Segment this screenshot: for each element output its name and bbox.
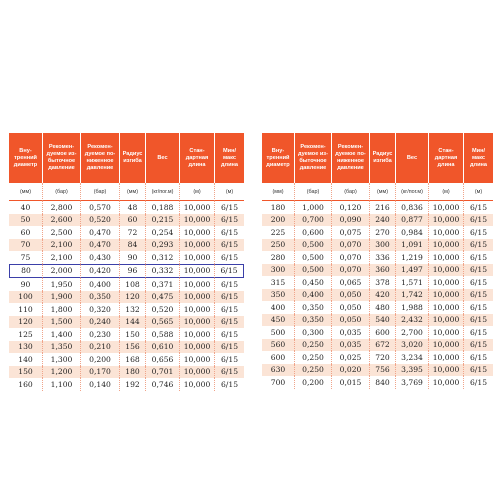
table-cell: 0,050 xyxy=(332,301,370,314)
table-cell: 0,140 xyxy=(81,378,120,391)
table-cell: 10,000 xyxy=(429,376,464,389)
table-cell: 0,400 xyxy=(295,289,332,302)
unit-cell: (бар) xyxy=(81,183,120,201)
header-row xyxy=(262,133,493,183)
table-cell: 6/15 xyxy=(215,214,244,227)
table-cell: 350 xyxy=(262,289,295,302)
table-cell: 0,250 xyxy=(295,351,332,364)
table-cell: 6/15 xyxy=(464,364,493,377)
header-underpressure: Рекомен- дуемое по- ниженное давление xyxy=(81,133,120,183)
table-cell: 672 xyxy=(370,339,396,352)
unit-cell: (бар) xyxy=(332,183,370,201)
unit-cell: (кг/пог.м) xyxy=(146,183,180,201)
table-cell: 0,520 xyxy=(146,303,180,316)
unit-cell: (мм) xyxy=(370,183,396,201)
table-cell: 40 xyxy=(9,201,43,214)
table-cell: 0,120 xyxy=(332,201,370,214)
table-cell: 6/15 xyxy=(464,251,493,264)
table-cell: 0,070 xyxy=(332,239,370,252)
table-cell: 756 xyxy=(370,364,396,377)
table-cell: 10,000 xyxy=(180,328,215,341)
table-cell: 240 xyxy=(370,214,396,227)
table-cell: 1,219 xyxy=(396,251,429,264)
table-cell: 0,250 xyxy=(295,364,332,377)
table-cell: 0,188 xyxy=(146,201,180,214)
table-cell: 10,000 xyxy=(180,214,215,227)
table-cell: 72 xyxy=(120,226,146,239)
table-cell: 10,000 xyxy=(429,326,464,339)
units-row xyxy=(9,183,244,201)
table-cell: 180 xyxy=(262,201,295,214)
table-cell: 10,000 xyxy=(429,264,464,277)
unit-cell: (м) xyxy=(464,183,493,201)
table-cell: 0,170 xyxy=(81,366,120,379)
table-row[interactable] xyxy=(9,278,244,291)
header-min-max-length: Мин/ макс длина xyxy=(215,133,244,183)
table-row[interactable] xyxy=(262,201,493,214)
table-cell: 6/15 xyxy=(215,378,244,391)
table-cell: 192 xyxy=(120,378,146,391)
table-cell: 60 xyxy=(120,214,146,227)
table-cell: 1,800 xyxy=(43,303,81,316)
table-cell: 200 xyxy=(262,214,295,227)
table-cell: 10,000 xyxy=(180,251,215,264)
table-cell: 10,000 xyxy=(429,289,464,302)
table-cell: 280 xyxy=(262,251,295,264)
table-cell: 0,075 xyxy=(332,226,370,239)
table-cell: 400 xyxy=(262,301,295,314)
table-cell: 0,070 xyxy=(332,264,370,277)
table-cell: 0,300 xyxy=(295,326,332,339)
table-cell: 10,000 xyxy=(180,353,215,366)
units-row xyxy=(262,183,493,201)
table-cell: 300 xyxy=(370,239,396,252)
table-cell: 0,400 xyxy=(81,278,120,291)
table-cell: 10,000 xyxy=(429,339,464,352)
table-cell: 6/15 xyxy=(215,341,244,354)
table-row[interactable] xyxy=(9,239,244,252)
table-cell: 315 xyxy=(262,276,295,289)
table-cell: 1,091 xyxy=(396,239,429,252)
table-cell: 130 xyxy=(9,341,43,354)
table-cell: 0,470 xyxy=(81,239,120,252)
table-cell: 6/15 xyxy=(215,316,244,329)
table-cell: 10,000 xyxy=(429,364,464,377)
table-cell: 84 xyxy=(120,239,146,252)
table-row[interactable] xyxy=(262,351,493,364)
table-cell: 420 xyxy=(370,289,396,302)
table-cell: 10,000 xyxy=(180,201,215,214)
table-cell: 560 xyxy=(262,339,295,352)
right-spec-table xyxy=(262,133,493,389)
table-cell: 80 xyxy=(9,264,43,279)
table-cell: 0,470 xyxy=(81,226,120,239)
table-cell: 0,746 xyxy=(146,378,180,391)
table-cell: 6/15 xyxy=(215,278,244,291)
header-min-max-length: Мин/ макс длина xyxy=(464,133,493,183)
unit-cell: (мм) xyxy=(120,183,146,201)
table-row[interactable] xyxy=(9,214,244,227)
table-cell: 6/15 xyxy=(215,201,244,214)
header-overpressure: Рекомен- дуемое из- быточное давление xyxy=(295,133,332,183)
table-cell: 1,900 xyxy=(43,291,81,304)
header-inner-diameter: Вну- тренний диаметр xyxy=(9,133,43,183)
table-cell: 0,070 xyxy=(332,251,370,264)
table-cell: 10,000 xyxy=(180,291,215,304)
unit-cell: (кг/пог.м) xyxy=(396,183,429,201)
table-cell: 10,000 xyxy=(429,214,464,227)
table-cell: 6/15 xyxy=(464,214,493,227)
table-cell: 1,400 xyxy=(43,328,81,341)
table-cell: 0,050 xyxy=(332,289,370,302)
table-cell: 500 xyxy=(262,326,295,339)
table-cell: 1,497 xyxy=(396,264,429,277)
table-cell: 90 xyxy=(9,278,43,291)
table-cell: 168 xyxy=(120,353,146,366)
table-cell: 10,000 xyxy=(429,351,464,364)
table-row[interactable] xyxy=(9,328,244,341)
table-cell: 120 xyxy=(9,316,43,329)
table-cell: 3,395 xyxy=(396,364,429,377)
table-cell: 10,000 xyxy=(180,226,215,239)
table-cell: 10,000 xyxy=(429,201,464,214)
table-cell: 10,000 xyxy=(429,314,464,327)
table-cell: 2,800 xyxy=(43,201,81,214)
left-spec-table xyxy=(9,133,244,391)
table-cell: 6/15 xyxy=(464,239,493,252)
table-cell: 0,500 xyxy=(295,239,332,252)
unit-cell: (бар) xyxy=(43,183,81,201)
table-cell: 10,000 xyxy=(429,226,464,239)
table-cell: 0,565 xyxy=(146,316,180,329)
unit-cell: (м) xyxy=(429,183,464,201)
table-cell: 10,000 xyxy=(180,341,215,354)
table-cell: 10,000 xyxy=(180,303,215,316)
table-cell: 110 xyxy=(9,303,43,316)
table-cell: 132 xyxy=(120,303,146,316)
table-cell: 6/15 xyxy=(215,251,244,264)
table-row[interactable] xyxy=(262,251,493,264)
table-cell: 0,215 xyxy=(146,214,180,227)
table-row[interactable] xyxy=(262,214,493,227)
table-cell: 70 xyxy=(9,239,43,252)
table-row[interactable] xyxy=(9,251,244,264)
table-cell: 6/15 xyxy=(464,376,493,389)
header-standard-length: Стан- дартная длина xyxy=(180,133,215,183)
table-cell: 90 xyxy=(120,251,146,264)
table-cell: 0,035 xyxy=(332,339,370,352)
table-row[interactable] xyxy=(9,303,244,316)
header-bend-radius: Радиус изгиба xyxy=(120,133,146,183)
table-cell: 336 xyxy=(370,251,396,264)
table-cell: 6/15 xyxy=(464,201,493,214)
table-cell: 0,350 xyxy=(81,291,120,304)
table-cell: 0,320 xyxy=(81,303,120,316)
unit-cell: (мм) xyxy=(9,183,43,201)
table-cell: 6/15 xyxy=(464,326,493,339)
table-cell: 216 xyxy=(370,201,396,214)
table-cell: 2,500 xyxy=(43,226,81,239)
table-cell: 225 xyxy=(262,226,295,239)
table-cell: 6/15 xyxy=(464,314,493,327)
table-cell: 0,700 xyxy=(295,214,332,227)
table-cell: 156 xyxy=(120,341,146,354)
header-standard-length: Стан- дартная длина xyxy=(429,133,464,183)
table-cell: 6/15 xyxy=(215,264,244,279)
table-cell: 3,020 xyxy=(396,339,429,352)
table-cell: 0,520 xyxy=(81,214,120,227)
table-cell: 10,000 xyxy=(180,316,215,329)
table-cell: 250 xyxy=(262,239,295,252)
header-weight: Вес xyxy=(146,133,180,183)
table-cell: 160 xyxy=(9,378,43,391)
table-cell: 0,610 xyxy=(146,341,180,354)
table-row-selected[interactable] xyxy=(9,264,244,279)
table-cell: 2,100 xyxy=(43,251,81,264)
table-cell: 10,000 xyxy=(429,251,464,264)
table-cell: 720 xyxy=(370,351,396,364)
table-cell: 0,430 xyxy=(81,251,120,264)
table-cell: 6/15 xyxy=(215,366,244,379)
table-row[interactable] xyxy=(9,366,244,379)
table-cell: 96 xyxy=(120,264,146,279)
table-cell: 270 xyxy=(370,226,396,239)
table-cell: 630 xyxy=(262,364,295,377)
header-underpressure: Рекомен- дуемое по- ниженное давление xyxy=(332,133,370,183)
unit-cell: (м) xyxy=(215,183,244,201)
table-cell: 0,600 xyxy=(295,226,332,239)
table-cell: 480 xyxy=(370,301,396,314)
table-cell: 0,371 xyxy=(146,278,180,291)
table-cell: 6/15 xyxy=(215,353,244,366)
header-overpressure: Рекомен- дуемое из- быточное давление xyxy=(43,133,81,183)
table-cell: 0,312 xyxy=(146,251,180,264)
table-cell: 0,420 xyxy=(81,264,120,279)
table-cell: 10,000 xyxy=(429,239,464,252)
table-cell: 840 xyxy=(370,376,396,389)
table-cell: 0,230 xyxy=(81,328,120,341)
table-cell: 1,100 xyxy=(43,378,81,391)
table-cell: 0,570 xyxy=(81,201,120,214)
header-inner-diameter: Вну- тренний диаметр xyxy=(262,133,295,183)
table-row[interactable] xyxy=(9,316,244,329)
table-cell: 0,877 xyxy=(396,214,429,227)
table-cell: 0,500 xyxy=(295,264,332,277)
table-cell: 0,701 xyxy=(146,366,180,379)
table-cell: 10,000 xyxy=(429,301,464,314)
table-row[interactable] xyxy=(262,364,493,377)
table-row[interactable] xyxy=(9,353,244,366)
table-cell: 10,000 xyxy=(429,276,464,289)
table-cell: 10,000 xyxy=(180,264,215,279)
table-cell: 300 xyxy=(262,264,295,277)
table-row[interactable] xyxy=(262,314,493,327)
table-cell: 10,000 xyxy=(180,278,215,291)
table-cell: 6/15 xyxy=(464,276,493,289)
table-cell: 0,015 xyxy=(332,376,370,389)
table-row[interactable] xyxy=(262,301,493,314)
table-cell: 0,200 xyxy=(295,376,332,389)
table-cell: 1,350 xyxy=(43,341,81,354)
table-cell: 10,000 xyxy=(180,378,215,391)
table-cell: 0,656 xyxy=(146,353,180,366)
table-row[interactable] xyxy=(262,264,493,277)
table-cell: 0,065 xyxy=(332,276,370,289)
table-cell: 1,742 xyxy=(396,289,429,302)
table-row[interactable] xyxy=(262,239,493,252)
table-cell: 1,200 xyxy=(43,366,81,379)
table-cell: 180 xyxy=(120,366,146,379)
table-cell: 10,000 xyxy=(180,366,215,379)
table-cell: 108 xyxy=(120,278,146,291)
table-cell: 2,432 xyxy=(396,314,429,327)
table-cell: 0,090 xyxy=(332,214,370,227)
table-cell: 3,769 xyxy=(396,376,429,389)
table-cell: 144 xyxy=(120,316,146,329)
table-cell: 75 xyxy=(9,251,43,264)
table-cell: 1,300 xyxy=(43,353,81,366)
table-cell: 50 xyxy=(9,214,43,227)
table-cell: 0,254 xyxy=(146,226,180,239)
table-cell: 0,250 xyxy=(295,339,332,352)
unit-cell: (мм) xyxy=(262,183,295,201)
table-cell: 700 xyxy=(262,376,295,389)
table-cell: 0,050 xyxy=(332,314,370,327)
table-cell: 6/15 xyxy=(215,303,244,316)
table-row[interactable] xyxy=(262,376,493,389)
table-cell: 10,000 xyxy=(180,239,215,252)
table-cell: 6/15 xyxy=(464,226,493,239)
table-cell: 0,475 xyxy=(146,291,180,304)
table-row[interactable] xyxy=(9,226,244,239)
table-cell: 150 xyxy=(9,366,43,379)
table-cell: 1,988 xyxy=(396,301,429,314)
table-cell: 540 xyxy=(370,314,396,327)
table-row[interactable] xyxy=(9,291,244,304)
table-cell: 140 xyxy=(9,353,43,366)
table-cell: 100 xyxy=(9,291,43,304)
unit-cell: (м) xyxy=(180,183,215,201)
left-table-body xyxy=(9,201,244,391)
table-cell: 0,200 xyxy=(81,353,120,366)
table-cell: 60 xyxy=(9,226,43,239)
table-row[interactable] xyxy=(9,201,244,214)
table-cell: 0,210 xyxy=(81,341,120,354)
table-cell: 6/15 xyxy=(215,239,244,252)
table-cell: 6/15 xyxy=(464,351,493,364)
table-row[interactable] xyxy=(262,276,493,289)
table-cell: 0,332 xyxy=(146,264,180,279)
table-cell: 600 xyxy=(370,326,396,339)
table-cell: 0,350 xyxy=(295,314,332,327)
unit-cell: (бар) xyxy=(295,183,332,201)
table-cell: 6/15 xyxy=(464,339,493,352)
table-cell: 2,100 xyxy=(43,239,81,252)
header-row xyxy=(9,133,244,183)
table-cell: 6/15 xyxy=(215,226,244,239)
table-cell: 2,000 xyxy=(43,264,81,279)
table-cell: 6/15 xyxy=(464,289,493,302)
table-cell: 48 xyxy=(120,201,146,214)
table-row[interactable] xyxy=(262,339,493,352)
table-cell: 2,700 xyxy=(396,326,429,339)
table-cell: 0,350 xyxy=(295,301,332,314)
table-cell: 378 xyxy=(370,276,396,289)
table-cell: 0,500 xyxy=(295,251,332,264)
table-cell: 120 xyxy=(120,291,146,304)
table-cell: 6/15 xyxy=(464,264,493,277)
table-cell: 0,025 xyxy=(332,351,370,364)
table-cell: 1,950 xyxy=(43,278,81,291)
table-cell: 0,588 xyxy=(146,328,180,341)
right-table-body xyxy=(262,201,493,389)
table-cell: 0,240 xyxy=(81,316,120,329)
table-cell: 125 xyxy=(9,328,43,341)
table-cell: 2,600 xyxy=(43,214,81,227)
table-row[interactable] xyxy=(262,326,493,339)
table-cell: 6/15 xyxy=(215,328,244,341)
table-cell: 0,450 xyxy=(295,276,332,289)
table-cell: 0,984 xyxy=(396,226,429,239)
table-cell: 0,020 xyxy=(332,364,370,377)
table-cell: 450 xyxy=(262,314,295,327)
header-bend-radius: Радиус изгиба xyxy=(370,133,396,183)
table-row[interactable] xyxy=(9,341,244,354)
table-cell: 3,234 xyxy=(396,351,429,364)
table-row[interactable] xyxy=(262,226,493,239)
table-cell: 150 xyxy=(120,328,146,341)
table-cell: 360 xyxy=(370,264,396,277)
table-cell: 1,000 xyxy=(295,201,332,214)
table-cell: 6/15 xyxy=(215,291,244,304)
table-row[interactable] xyxy=(262,289,493,302)
table-cell: 600 xyxy=(262,351,295,364)
table-cell: 0,293 xyxy=(146,239,180,252)
table-row[interactable] xyxy=(9,378,244,391)
table-cell: 1,571 xyxy=(396,276,429,289)
table-cell: 0,035 xyxy=(332,326,370,339)
table-cell: 1,500 xyxy=(43,316,81,329)
table-cell: 6/15 xyxy=(464,301,493,314)
header-weight: Вес xyxy=(396,133,429,183)
table-cell: 0,836 xyxy=(396,201,429,214)
